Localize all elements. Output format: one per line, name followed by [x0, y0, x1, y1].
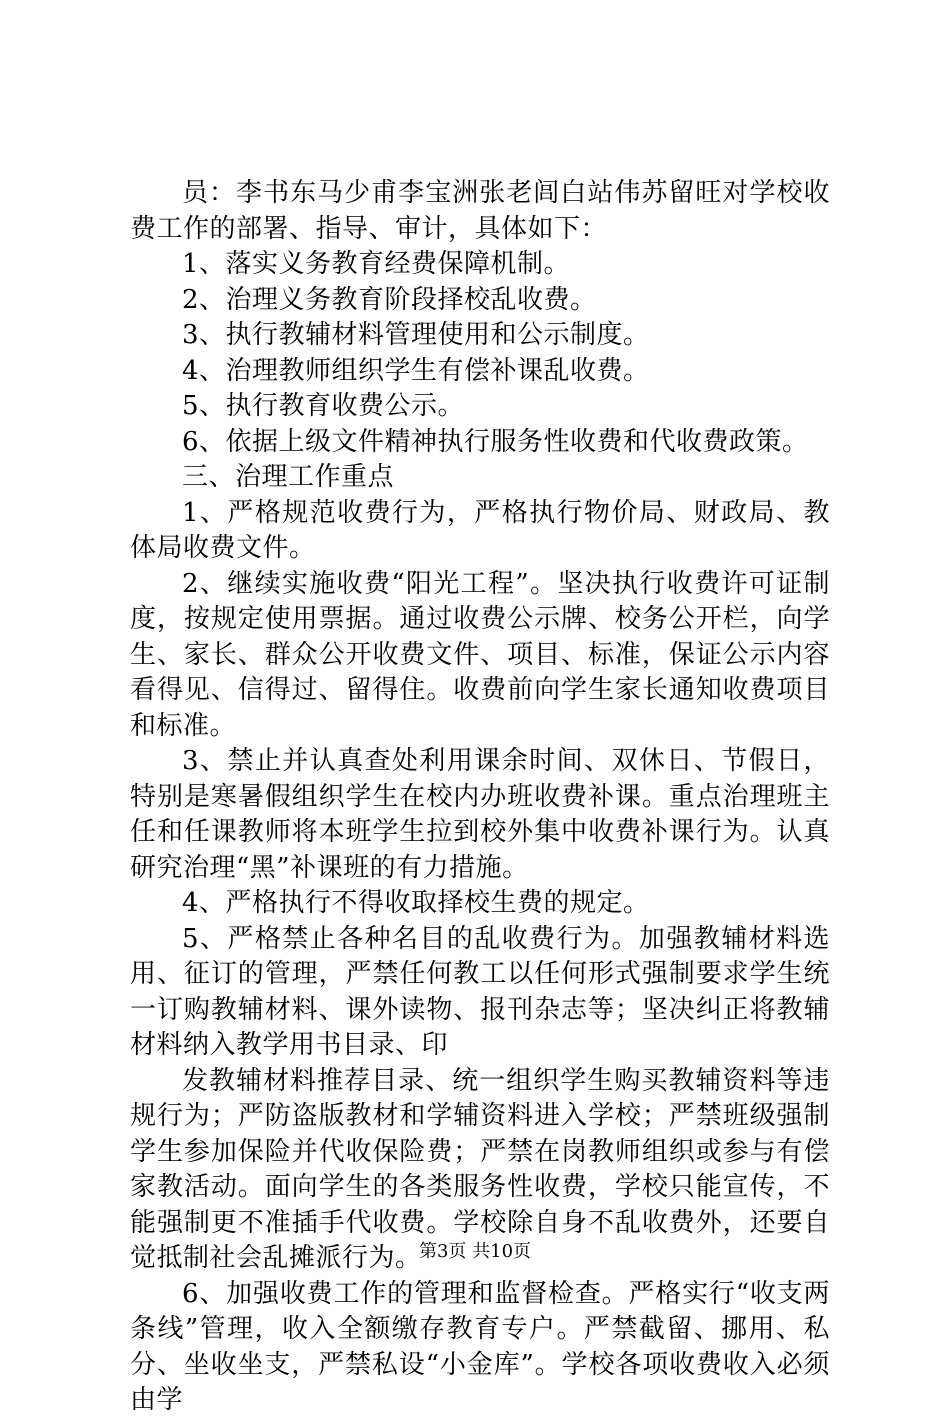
- paragraph: 3、执行教辅材料管理使用和公示制度。: [182, 320, 650, 350]
- paragraph: 员：李书东马少甫李宝洲张老闾白站伟苏留旺对学校收费工作的部署、指导、审计，具体如下：: [130, 178, 830, 244]
- paragraph: 5、严格禁止各种名目的乱收费行为。加强教辅材料选用、征订的管理，严禁任何教工以任何形式强制要求学生统一订购教辅材料、课外读物、报刊杂志等；坚决纠正将教辅材料纳入教学用书目录、印: [130, 923, 830, 1060]
- paragraph: 6、加强收费工作的管理和监督检查。严格实行“收支两条线”管理，收入全额缴存教育专户。严禁截留、挪用、私分、坐收坐支，严禁私设“小金库”。学校各项收费收入必须由学: [130, 1278, 830, 1415]
- paragraph: 4、治理教师组织学生有偿补课乱收费。: [182, 355, 650, 386]
- paragraph: 2、治理义务教育阶段择校乱收费。: [182, 284, 597, 315]
- paragraph: 6、依据上级文件精神执行服务性收费和代收费政策。: [182, 426, 809, 457]
- document-body: [130, 176, 830, 1419]
- paragraph: 1、落实义务教育经费保障机制。: [182, 249, 571, 279]
- paragraph: 1、严格规范收费行为，严格执行物价局、财政局、教体局收费文件。: [130, 497, 830, 563]
- paragraph: 发教辅材料推荐目录、统一组织学生购买教辅资料等违规行为；严防盗版教材和学辅资料进入学校；严禁班级强制学生参加保险并代收保险费；严禁在岗教师组织或参与有偿家教活动。面向学生的各类服务性收费，学校只能宣传，不能强制更不准插手代收费。学校除自身不乱收费外，还要自觉抵制社会乱摊派行为。: [130, 1065, 830, 1273]
- paragraph: 3、禁止并认真查处利用课余时间、双休日、节假日，特别是寒暑假组织学生在校内办班收费补课。重点治理班主任和任课教师将本班学生拉到校外集中收费补课行为。认真研究治理“黑”补课班的有力措施。: [130, 746, 830, 883]
- paragraph: 2、继续实施收费“阳光工程”。坚决执行收费许可证制度，按规定使用票据。通过收费公示牌、校务公开栏，向学生、家长、群众公开收费文件、项目、标准，保证公示内容看得见、信得过、留得住。收费前向学生家长通知收费项目和标准。: [130, 568, 830, 741]
- paragraph: 4、严格执行不得收取择校生费的规定。: [182, 888, 650, 918]
- page-number-footer: 第3页 共10页: [418, 1241, 532, 1262]
- section-heading: 三、治理工作重点: [182, 462, 395, 492]
- paragraph: 5、执行教育收费公示。: [182, 391, 465, 421]
